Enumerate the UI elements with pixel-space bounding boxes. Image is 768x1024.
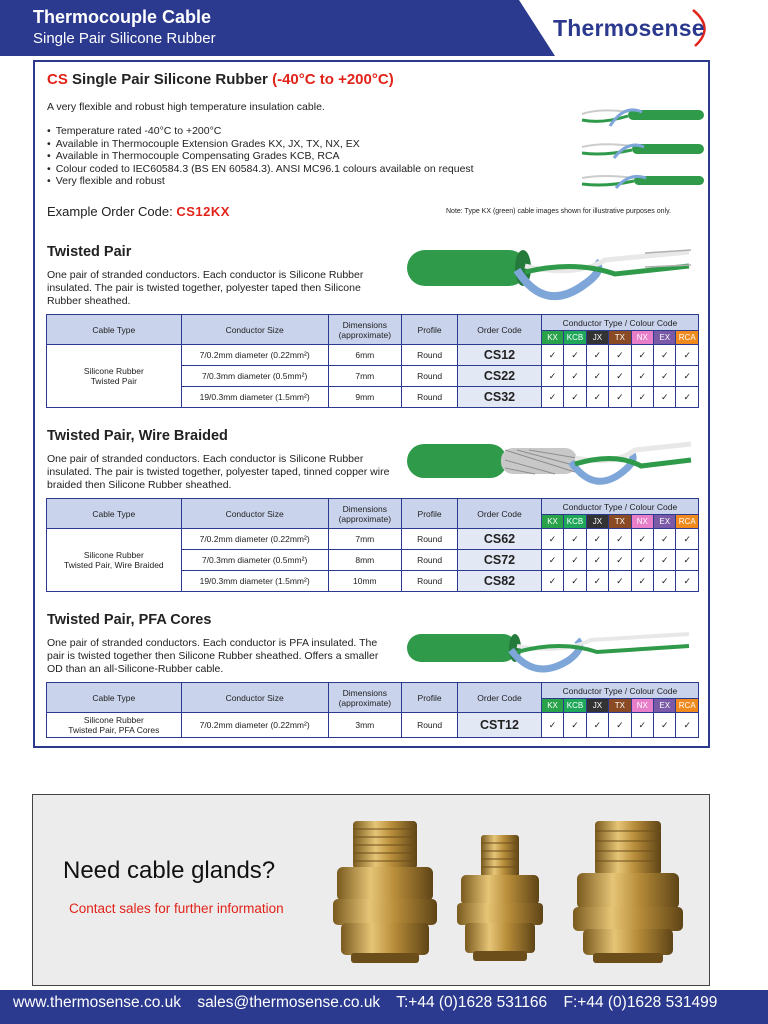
cable-type-line: Twisted Pair, PFA Cores — [68, 725, 160, 735]
tick-mark: ✓ — [676, 550, 699, 571]
conductor-size-cell: 19/0.3mm diameter (1.5mm²) — [181, 387, 328, 408]
order-code-cell: CS72 — [458, 550, 542, 571]
tick-mark: ✓ — [564, 387, 586, 408]
order-code-cell: CS82 — [458, 571, 542, 592]
order-code-value: CS12KX — [176, 204, 230, 219]
tick-mark: ✓ — [609, 529, 631, 550]
conductor-size-cell: 7/0.2mm diameter (0.22mm²) — [181, 345, 328, 366]
tick-mark: ✓ — [631, 345, 653, 366]
tick-mark: ✓ — [564, 571, 586, 592]
footer-contacts — [13, 994, 729, 1012]
grade-ex: EX — [654, 699, 676, 713]
tick-mark: ✓ — [609, 571, 631, 592]
tick-mark: ✓ — [676, 387, 699, 408]
cable-type-cell — [47, 345, 182, 408]
tick-mark: ✓ — [541, 713, 563, 738]
cable-type-line: Silicone Rubber — [83, 550, 144, 560]
col-dimensions: Dimensions (approximate) — [328, 499, 401, 529]
profile-cell: Round — [402, 366, 458, 387]
section-description: One pair of stranded conductors. Each conductor is Silicone Rubber insulated. The pair is twisted together, polyester taped then Silicone Rubber sheathed. — [47, 269, 364, 308]
dimension-cell: 6mm — [328, 345, 401, 366]
col-profile: Profile — [402, 683, 458, 713]
tick-mark: ✓ — [586, 387, 608, 408]
profile-cell: Round — [402, 529, 458, 550]
page-footer — [0, 990, 768, 1024]
grade-tx: TX — [609, 331, 631, 345]
grade-tx: TX — [609, 515, 631, 529]
tick-mark: ✓ — [609, 713, 631, 738]
dimension-cell: 7mm — [328, 366, 401, 387]
section-title: Twisted Pair, Wire Braided — [47, 428, 228, 444]
cable-type-line: Twisted Pair — [90, 376, 137, 386]
gland-contact-text: Contact sales for further information — [69, 901, 284, 916]
tick-mark: ✓ — [676, 345, 699, 366]
conductor-size-cell: 7/0.2mm diameter (0.22mm²) — [181, 529, 328, 550]
tick-mark: ✓ — [609, 550, 631, 571]
example-order — [47, 204, 230, 219]
grade-rca: RCA — [676, 699, 699, 713]
col-conductor-size: Conductor Size — [181, 683, 328, 713]
tick-mark: ✓ — [654, 571, 676, 592]
order-code-cell: CS22 — [458, 366, 542, 387]
tick-mark: ✓ — [564, 713, 586, 738]
grade-nx: NX — [631, 331, 653, 345]
website-link[interactable]: www.thermosense.co.uk — [13, 994, 181, 1011]
tick-mark: ✓ — [631, 571, 653, 592]
grade-kx: KX — [541, 699, 563, 713]
col-profile: Profile — [402, 315, 458, 345]
gland-large — [333, 821, 437, 963]
product-panel — [33, 60, 710, 748]
product-title — [47, 71, 394, 88]
spec-table — [46, 498, 699, 592]
col-profile: Profile — [402, 499, 458, 529]
col-dimensions: Dimensions (approximate) — [328, 683, 401, 713]
dimension-cell: 9mm — [328, 387, 401, 408]
tick-mark: ✓ — [609, 366, 631, 387]
grade-kx: KX — [541, 331, 563, 345]
tick-mark: ✓ — [676, 571, 699, 592]
tick-mark: ✓ — [564, 529, 586, 550]
tick-mark: ✓ — [631, 387, 653, 408]
tick-mark: ✓ — [676, 529, 699, 550]
conductor-size-cell: 7/0.3mm diameter (0.5mm²) — [181, 366, 328, 387]
col-order-code: Order Code — [458, 683, 542, 713]
tick-mark: ✓ — [654, 387, 676, 408]
section-title: Twisted Pair, PFA Cores — [47, 612, 212, 628]
product-prefix: CS — [47, 71, 68, 88]
gland-medium — [573, 821, 683, 963]
grade-tx: TX — [609, 699, 631, 713]
order-code-cell: CS62 — [458, 529, 542, 550]
grade-rca: RCA — [676, 331, 699, 345]
fax-number: F:+44 (0)1628 531499 — [563, 994, 718, 1011]
gland-title: Need cable glands? — [63, 857, 276, 884]
section-title: Twisted Pair — [47, 244, 132, 260]
col-dimensions: Dimensions (approximate) — [328, 315, 401, 345]
tick-mark: ✓ — [564, 345, 586, 366]
cable-glands-banner — [32, 794, 710, 986]
order-code-cell: CS32 — [458, 387, 542, 408]
feature-item: • Available in Thermocouple Compensating Grades KCB, RCA — [47, 150, 474, 163]
tick-mark: ✓ — [564, 366, 586, 387]
tick-mark: ✓ — [541, 571, 563, 592]
order-code-cell: CST12 — [458, 713, 542, 738]
col-conductor-size: Conductor Size — [181, 499, 328, 529]
profile-cell: Round — [402, 345, 458, 366]
tick-mark: ✓ — [541, 529, 563, 550]
tick-mark: ✓ — [541, 345, 563, 366]
grade-jx: JX — [586, 699, 608, 713]
grade-ex: EX — [654, 515, 676, 529]
temperature-range: (-40°C to +200°C) — [272, 71, 394, 88]
tick-mark: ✓ — [541, 366, 563, 387]
feature-item: • Available in Thermocouple Extension Grades KX, JX, TX, NX, EX — [47, 138, 474, 151]
product-name: Single Pair Silicone Rubber — [72, 71, 268, 88]
braided-cable-image — [405, 436, 695, 500]
grade-jx: JX — [586, 515, 608, 529]
tick-mark: ✓ — [586, 713, 608, 738]
grade-kcb: KCB — [564, 699, 586, 713]
feature-item: • Very flexible and robust — [47, 175, 474, 188]
tick-mark: ✓ — [541, 550, 563, 571]
col-conductor-type: Conductor Type / Colour Code — [541, 499, 698, 515]
grade-nx: NX — [631, 515, 653, 529]
tick-mark: ✓ — [541, 387, 563, 408]
col-cable-type: Cable Type — [47, 315, 182, 345]
tick-mark: ✓ — [654, 345, 676, 366]
conductor-size-cell: 7/0.2mm diameter (0.22mm²) — [181, 713, 328, 738]
col-conductor-size: Conductor Size — [181, 315, 328, 345]
grade-kcb: KCB — [564, 515, 586, 529]
order-code-label: Example Order Code: — [47, 204, 173, 219]
tick-mark: ✓ — [654, 529, 676, 550]
dimension-cell: 10mm — [328, 571, 401, 592]
section-description: One pair of stranded conductors. Each conductor is PFA insulated. The pair is twisted together then Silicone Rubber sheathed. Offers a smaller OD than an all-Silicone-Rubber cable. — [47, 637, 379, 676]
cable-type-line: Silicone Rubber — [83, 366, 144, 376]
tick-mark: ✓ — [586, 571, 608, 592]
conductor-size-cell: 19/0.3mm diameter (1.5mm²) — [181, 571, 328, 592]
cable-type-cell — [47, 529, 182, 592]
tick-mark: ✓ — [631, 713, 653, 738]
pfa-cable-image — [405, 626, 695, 682]
tick-mark: ✓ — [676, 713, 699, 738]
tick-mark: ✓ — [654, 366, 676, 387]
spec-table — [46, 314, 699, 408]
grade-rca: RCA — [676, 515, 699, 529]
email-link[interactable]: sales@thermosense.co.uk — [197, 994, 381, 1011]
small-cables-image — [580, 100, 705, 200]
cable-type-line: Silicone Rubber — [83, 715, 144, 725]
feature-item: • Colour coded to IEC60584.3 (BS EN 60584.3). ANSI MC96.1 colours available on request — [47, 163, 474, 176]
grade-nx: NX — [631, 699, 653, 713]
header-subtitle: Single Pair Silicone Rubber — [33, 30, 216, 47]
profile-cell: Round — [402, 550, 458, 571]
tick-mark: ✓ — [654, 550, 676, 571]
cable-type-cell — [47, 713, 182, 738]
conductor-size-cell: 7/0.3mm diameter (0.5mm²) — [181, 550, 328, 571]
feature-list — [47, 125, 474, 188]
tick-mark: ✓ — [631, 529, 653, 550]
twisted-pair-cable-image — [405, 244, 695, 308]
col-cable-type: Cable Type — [47, 683, 182, 713]
dimension-cell: 7mm — [328, 529, 401, 550]
col-order-code: Order Code — [458, 315, 542, 345]
cable-glands-image — [331, 817, 701, 967]
profile-cell: Round — [402, 387, 458, 408]
profile-cell: Round — [402, 571, 458, 592]
tick-mark: ✓ — [586, 550, 608, 571]
profile-cell: Round — [402, 713, 458, 738]
page-header — [0, 0, 768, 56]
col-conductor-type: Conductor Type / Colour Code — [541, 683, 698, 699]
tick-mark: ✓ — [609, 345, 631, 366]
tick-mark: ✓ — [654, 713, 676, 738]
order-code-cell: CS12 — [458, 345, 542, 366]
cable-type-line: Twisted Pair, Wire Braided — [63, 560, 164, 570]
phone-number: T:+44 (0)1628 531166 — [396, 994, 548, 1011]
tick-mark: ✓ — [631, 550, 653, 571]
dimension-cell: 3mm — [328, 713, 401, 738]
tick-mark: ✓ — [586, 345, 608, 366]
header-title: Thermocouple Cable — [33, 7, 212, 27]
grade-kx: KX — [541, 515, 563, 529]
spec-table — [46, 682, 699, 738]
grade-kcb: KCB — [564, 331, 586, 345]
section-description: One pair of stranded conductors. Each conductor is Silicone Rubber insulated. The pair is twisted together, polyester taped, tinned copper wire braided then Silicone Rubber sheathed. — [47, 453, 390, 492]
product-description: A very flexible and robust high temperature insulation cable. — [47, 101, 325, 113]
col-conductor-type: Conductor Type / Colour Code — [541, 315, 698, 331]
col-order-code: Order Code — [458, 499, 542, 529]
tick-mark: ✓ — [631, 366, 653, 387]
col-cable-type: Cable Type — [47, 499, 182, 529]
tick-mark: ✓ — [676, 366, 699, 387]
grade-ex: EX — [654, 331, 676, 345]
tick-mark: ✓ — [586, 366, 608, 387]
illustration-note: Note: Type KX (green) cable images shown for illustrative purposes only. — [446, 208, 672, 215]
feature-item: • Temperature rated -40°C to +200°C — [47, 125, 474, 138]
tick-mark: ✓ — [586, 529, 608, 550]
dimension-cell: 8mm — [328, 550, 401, 571]
grade-jx: JX — [586, 331, 608, 345]
tick-mark: ✓ — [564, 550, 586, 571]
company-logo: Thermosense — [553, 15, 705, 41]
tick-mark: ✓ — [609, 387, 631, 408]
gland-small — [457, 835, 543, 961]
